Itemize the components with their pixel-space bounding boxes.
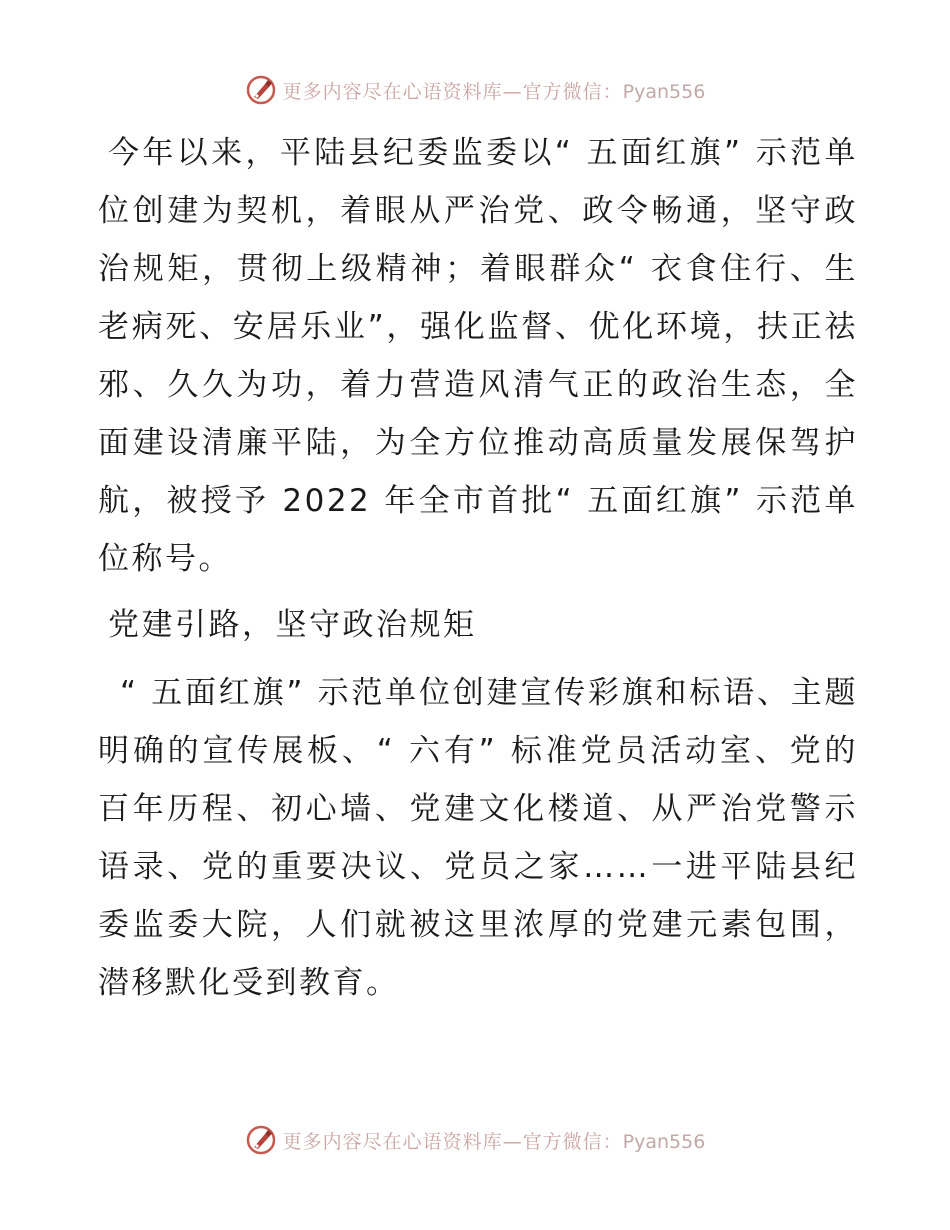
watermark-text: 更多内容尽在心语资料库—官方微信：Pyan556	[282, 1130, 706, 1153]
header-watermark	[0, 70, 950, 110]
pen-nib-logo-icon	[245, 1124, 277, 1156]
footer-watermark	[0, 1120, 950, 1160]
pen-nib-logo-icon	[245, 74, 277, 106]
body-paragraph: “ 五面红旗” 示范单位创建宣传彩旗和标语、主题明确的宣传展板、“ 六有” 标准党员活动室、党的百年历程、初心墙、党建文化楼道、从严治党警示语录、党的重要决议、党员之家……一进平陆县纪委监委大院，人们就被这里浓厚的党建元素包围，潜移默化受到教育。	[98, 675, 858, 1001]
document-body	[98, 124, 858, 1012]
section-heading: 党建引路，坚守政治规矩	[108, 607, 477, 643]
intro-paragraph: 今年以来，平陆县纪委监委以“ 五面红旗” 示范单位创建为契机，着眼从严治党、政令畅通，坚守政治规矩，贯彻上级精神；着眼群众“ 衣食住行、生老病死、安居乐业”，强化监督、优化环境，扶正祛邪、久久为功，着力营造风清气正的政治生态，全面建设清廉平陆，为全方位推动高质量发展保驾护航，被授予 2022 年全市首批“ 五面红旗” 示范单位称号。	[98, 135, 858, 577]
watermark-text: 更多内容尽在心语资料库—官方微信：Pyan556	[282, 80, 706, 103]
